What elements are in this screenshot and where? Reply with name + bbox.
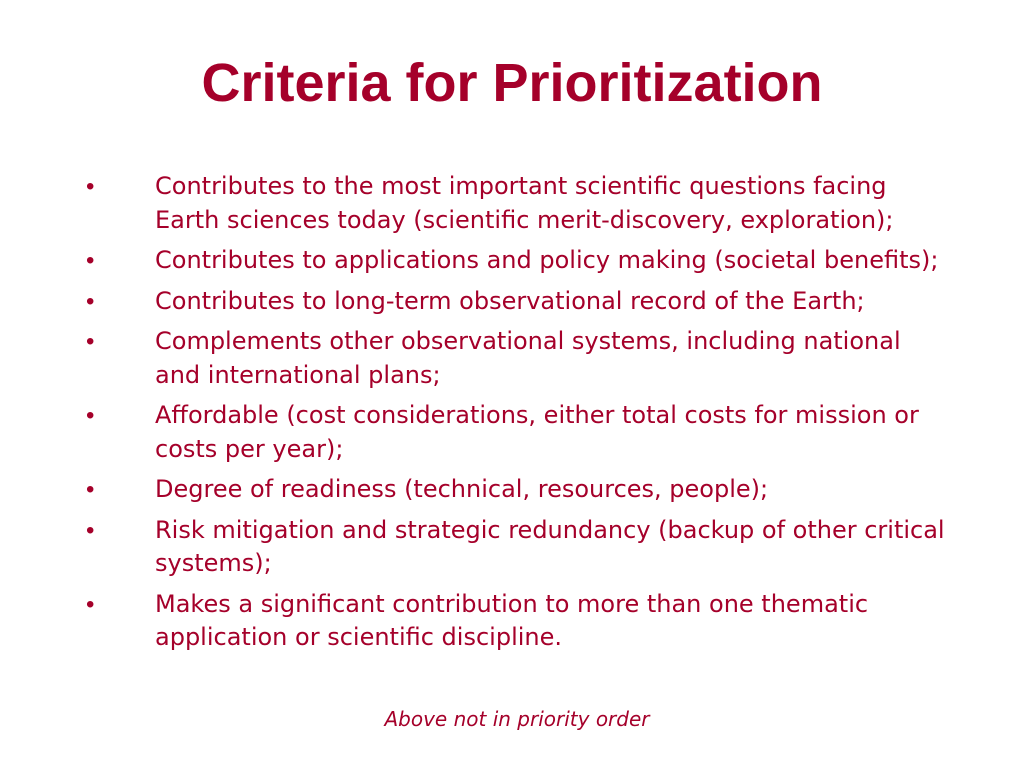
list-item-text: Makes a significant contribution to more than one thematic application or scientific discipline. (155, 589, 869, 651)
list-item-text: Complements other observational systems, including national and international plans; (155, 327, 901, 389)
bullet-icon: • (86, 328, 95, 355)
list-item-text: Contributes to applications and policy making (societal benefits); (155, 246, 939, 274)
bullet-icon: • (86, 516, 95, 544)
list-item (86, 325, 946, 392)
list-item-text: Affordable (cost considerations, either total costs for mission or costs per year); (155, 401, 919, 463)
bullet-icon: • (86, 247, 95, 274)
bullet-icon: • (86, 402, 95, 429)
criteria-list (86, 170, 946, 662)
bullet-icon: • (86, 476, 95, 503)
list-item (86, 244, 946, 278)
bullet-icon: • (86, 287, 95, 315)
slide-title: Criteria for Prioritization (201, 53, 823, 113)
list-item (86, 170, 946, 237)
list-item-text: Risk mitigation and strategic redundancy (backup of other critical systems); (155, 515, 945, 577)
list-item-text: Contributes to the most important scientific questions facing Earth sciences today (scientific merit-discovery, exploration); (155, 172, 894, 234)
list-item (86, 514, 946, 581)
list-item (86, 399, 946, 466)
list-item-text: Degree of readiness (technical, resources, people); (155, 475, 769, 503)
list-item (86, 473, 946, 507)
bullet-icon: • (86, 173, 95, 200)
list-item (86, 285, 946, 319)
bullet-icon: • (86, 590, 95, 618)
footnote: Above not in priority order (384, 707, 650, 731)
list-item (86, 588, 946, 655)
list-item-text: Contributes to long-term observational record of the Earth; (155, 286, 865, 315)
